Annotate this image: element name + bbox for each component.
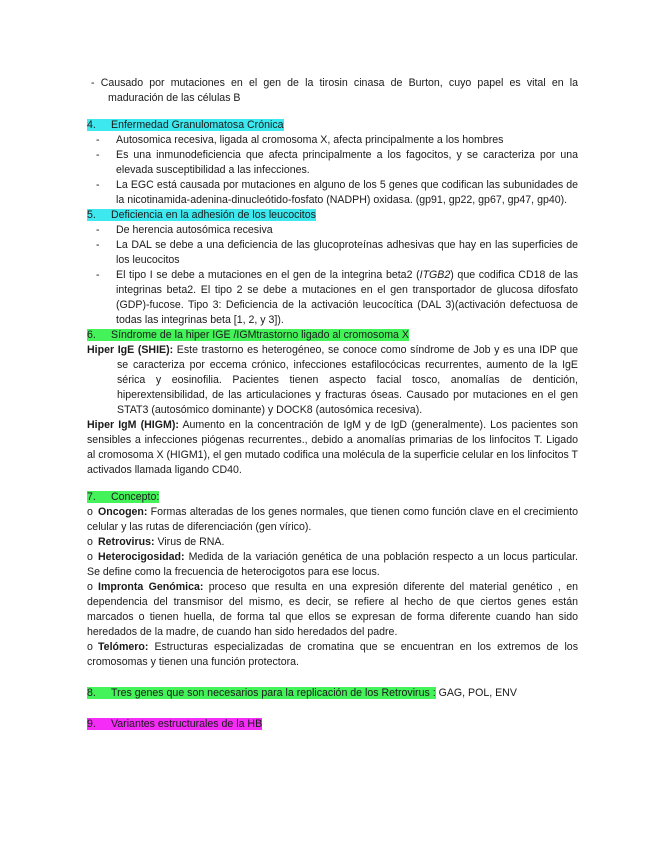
section-7-heading — [87, 490, 578, 505]
list-item: - Autosomica recesiva, ligada al cromosoma X, afecta principalmente a los hombres — [96, 134, 504, 146]
list-item: - La DAL se debe a una deficiencia de las glucoproteínas adhesivas que hay en las superficies de los leucocitos — [96, 239, 578, 266]
hige-paragraph — [87, 343, 578, 418]
concept-telomero: o Telómero: Estructuras especializadas de cromatina que se encuentran en los extremos de los cromosomas y tienen una función protectora. — [87, 641, 578, 668]
section-5-highlight — [87, 209, 316, 221]
section-5-title: Deficiencia en la adhesión de los leucocitos — [111, 209, 316, 221]
intro-text: Causado por mutaciones en el gen de la tirosin cinasa de Burton, cuyo papel es vital en la maduración de las células B — [100, 77, 578, 104]
concept-oncogen: o Oncogen: Formas alteradas de los genes normales, que tienen como función clave en el crecimiento celular y las rutas de diferenciación (gen vírico). — [87, 506, 578, 533]
list-item: - Es una inmunodeficiencia que afecta principalmente a los fagocitos, y se caracteriza por una elevada susceptibilidad a las infecciones. — [96, 149, 578, 176]
section-9-heading — [87, 717, 578, 732]
intro-item — [89, 76, 578, 106]
section-6-highlight — [87, 329, 409, 341]
list-item: - La EGC está causada por mutaciones en alguno de los 5 genes que codifican las subunidades de la nicotinamida-adenina-dinucleótido-fosfato (NADPH) oxidasa. (gp91, gp22, gp67, gp47, gp40). — [96, 179, 578, 206]
list-item: - El tipo I se debe a mutaciones en el gen de la integrina beta2 (ITGB2) que codifica CD18 de las integrinas beta2. El tipo 2 se debe a mutaciones en el gen transportador de glucosa difosfato (GDP)-fucose. Tipo 3: Deficiencia de la activación leucocítica (DAL 3)(activación defectuosa de todas las integrinas beta [1, 2, y 3]). — [96, 269, 578, 326]
section-7-highlight — [87, 491, 159, 503]
section-8-answer: GAG, POL, ENV — [435, 687, 517, 699]
section-8-highlight — [87, 687, 436, 699]
section-4-highlight — [87, 119, 284, 131]
concept-heterocigosidad: o Heterocigosidad: Medida de la variación genética de una población respecto a un locus particular. Se define como la frecuencia de heterocigotos para ese locus. — [87, 551, 578, 578]
section-7-number: 7. — [87, 491, 96, 503]
section-6-heading — [87, 328, 578, 343]
section-9-number: 9. — [87, 718, 96, 730]
section-4-title: Enfermedad Granulomatosa Crónica — [111, 119, 284, 131]
spacer — [87, 478, 578, 490]
section-9-highlight — [87, 718, 262, 730]
higm-paragraph — [87, 418, 578, 478]
gene-name: ITGB2 — [419, 269, 451, 281]
section-6-number: 6. — [87, 329, 96, 341]
list-item: - De herencia autosómica recesiva — [96, 224, 273, 236]
section-7-title: Concepto: — [111, 491, 160, 503]
section-8-heading — [87, 686, 578, 701]
section-8-title: Tres genes que son necesarios para la replicación de los Retrovirus : — [111, 687, 436, 699]
spacer — [87, 670, 578, 686]
spacer — [87, 701, 578, 717]
section-4-heading — [87, 118, 578, 133]
section-6-title: Síndrome de la hiper IGE /IGMtrastorno ligado al cromosoma X — [111, 329, 409, 341]
intro-bullet: - — [91, 77, 95, 89]
higm-text: Aumento en la concentración de IgM y de IgD (generalmente). Los pacientes son sensibles a infecciones piógenas recurrentes., debido a anomalías primarias de los linfocitos T. Ligado al cromosoma X (HIGM1), el gen mutado codifica una molécula de la superficie celular en los linfocitos T activados llamada ligando CD40. — [87, 419, 578, 476]
concept-impronta: o Impronta Genómica: proceso que resulta en una expresión diferente del material genético , en dependencia del transmisor del mismo, es decir, se refiere al hecho de que ciertos genes están marcados o tienen huella, de forma tal que ellos se expresan de forma diferente cuando han sido heredados de la madre, de cuando han sido heredados del padre. — [87, 581, 578, 638]
section-4-number: 4. — [87, 119, 96, 131]
section-8-number: 8. — [87, 687, 96, 699]
spacer — [87, 106, 578, 118]
concept-retrovirus: o Retrovirus: Virus de RNA. — [87, 536, 225, 548]
hige-text: Este trastorno es heterogéneo, se conoce como síndrome de Job y es una IDP que se caracteriza por eccema crónico, infecciones estafilocócicas recurrentes, aumento de la IgE sérica y eosinofilia. Pacientes tienen aspecto facial tosco, anomalías de dentición, hiperextensibilidad, de las articulaciones y fracturas óseas. Causado por mutaciones en el gen STAT3 (autosómico dominante) y DOCK8 (autosómica recesiva). — [117, 344, 578, 416]
document-content — [87, 76, 578, 732]
higm-term: Hiper IgM (HIGM): — [87, 419, 179, 431]
section-5-number: 5. — [87, 209, 96, 221]
section-9-title: Variantes estructurales de la HB — [111, 718, 263, 730]
section-5-heading — [87, 208, 578, 223]
hige-term: Hiper IgE (SHIE): — [87, 344, 174, 356]
